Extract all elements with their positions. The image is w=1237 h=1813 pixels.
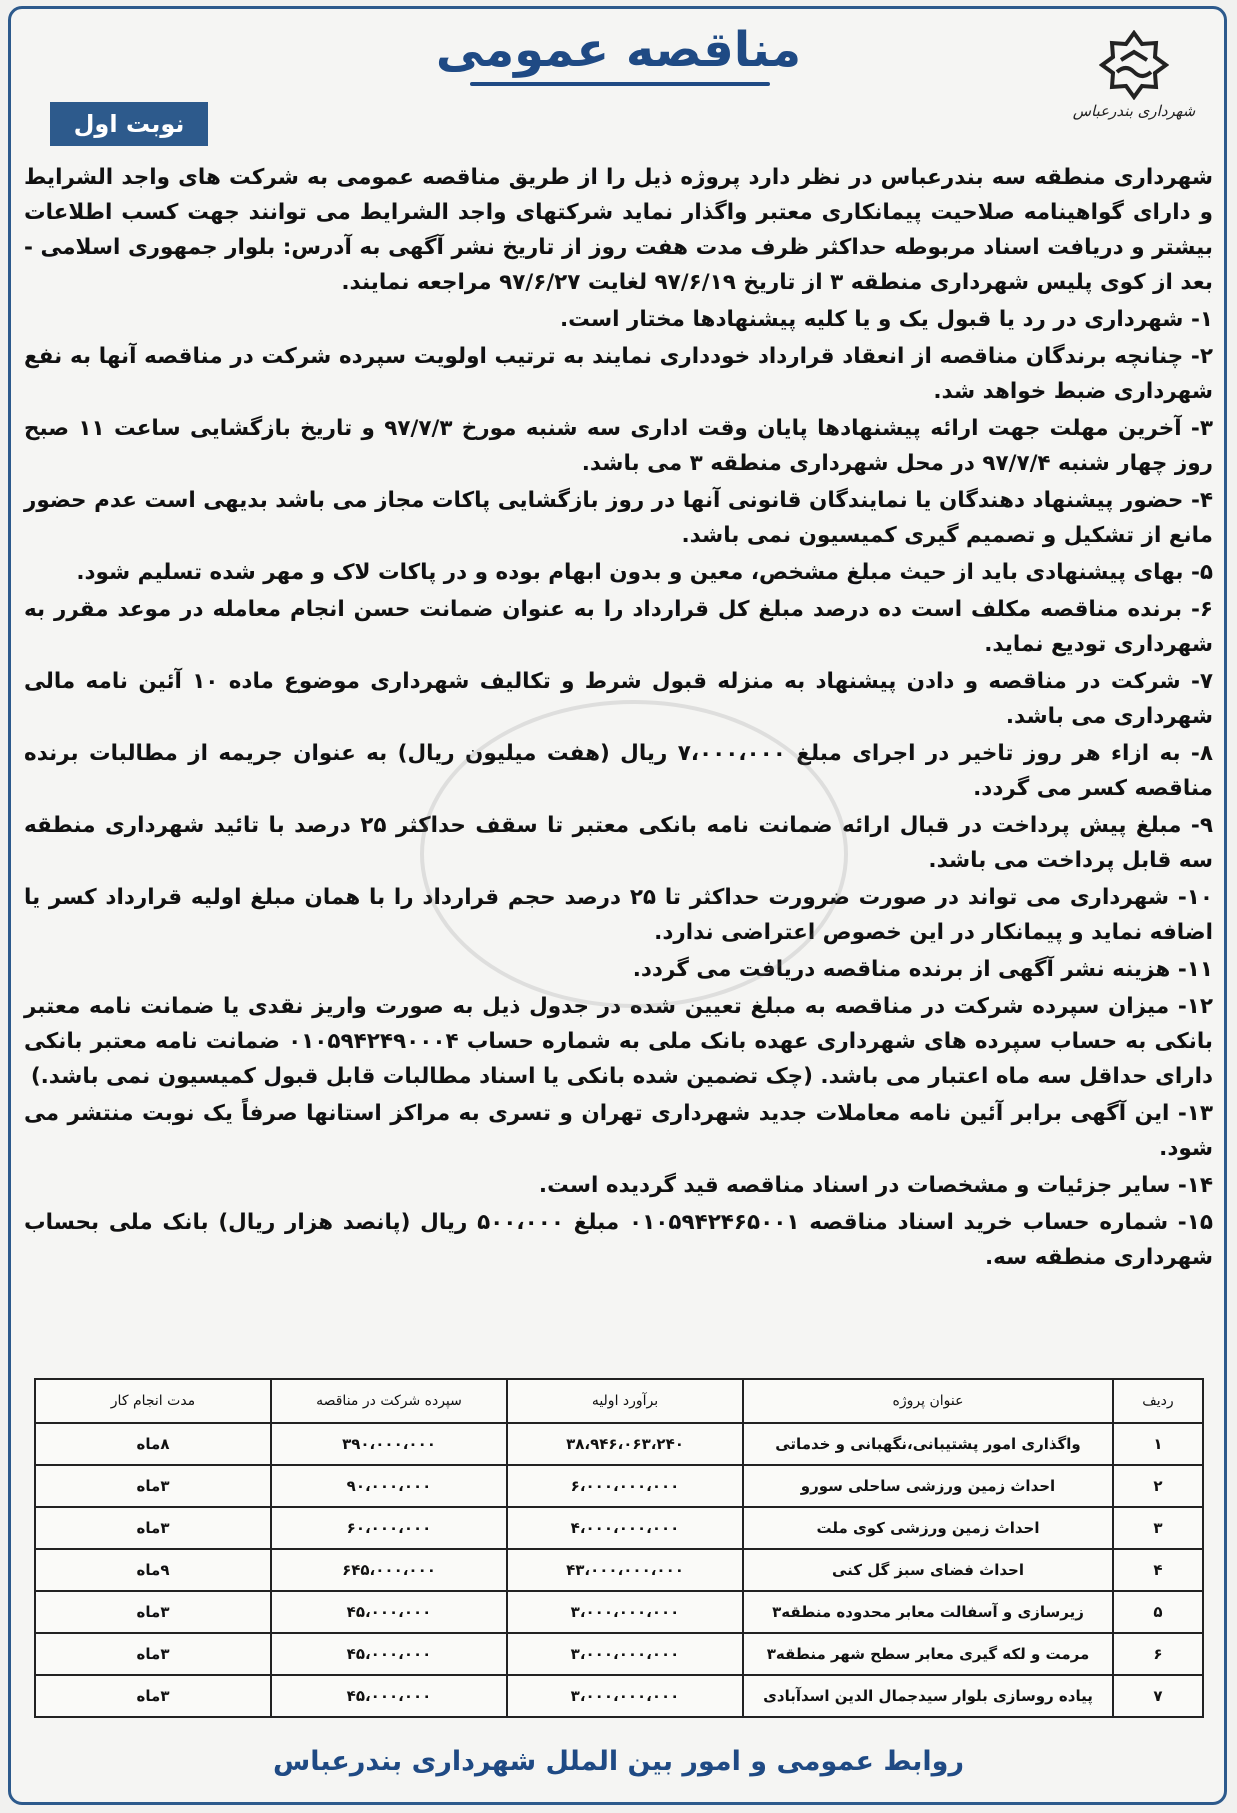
- table-row: [35, 1591, 1203, 1633]
- table-row: [35, 1423, 1203, 1465]
- cell-deposit: ۹۰،۰۰۰،۰۰۰: [271, 1465, 507, 1507]
- logo-text: شهرداری بندرعباس: [1072, 102, 1196, 120]
- col-header-duration: مدت انجام کار: [35, 1379, 271, 1423]
- cell-row-number: ۶: [1113, 1633, 1203, 1675]
- cell-project-title: احداث فضای سبز گل کنی: [743, 1549, 1113, 1591]
- cell-estimate: ۳۸،۹۴۶،۰۶۳،۲۴۰: [507, 1423, 743, 1465]
- col-header-estimate: برآورد اولیه: [507, 1379, 743, 1423]
- cell-project-title: مرمت و لکه گیری معابر سطح شهر منطقه۳: [743, 1633, 1113, 1675]
- condition-item: ۹- مبلغ پیش پرداخت در قبال ارائه ضمانت نامه بانکی معتبر تا سقف حداکثر ۲۵ درصد با تائید شهرداری منطقه سه قابل پرداخت می باشد.: [24, 813, 1213, 873]
- cell-row-number: ۴: [1113, 1549, 1203, 1591]
- condition-item: ۱۰- شهرداری می تواند در صورت ضرورت حداکثر تا ۲۵ درصد حجم قرارداد را با همان مبلغ اولیه قرارداد کسر یا اضافه نماید و پیمانکار در این خصوص اعتراضی ندارد.: [24, 885, 1213, 945]
- cell-row-number: ۵: [1113, 1591, 1203, 1633]
- cell-project-title: واگذاری امور پشتیبانی،نگهبانی و خدماتی: [743, 1423, 1113, 1465]
- cell-duration: ۳ماه: [35, 1465, 271, 1507]
- footer-signature: روابط عمومی و امور بین الملل شهرداری بندرعباس: [273, 1746, 964, 1777]
- col-header-row-number: ردیف: [1113, 1379, 1203, 1423]
- cell-deposit: ۴۵،۰۰۰،۰۰۰: [271, 1591, 507, 1633]
- cell-project-title: پیاده روسازی بلوار سیدجمال الدین اسدآبادی: [743, 1675, 1113, 1717]
- table-row: [35, 1633, 1203, 1675]
- title-underline: [470, 82, 770, 86]
- cell-duration: ۳ماه: [35, 1675, 271, 1717]
- cell-row-number: ۳: [1113, 1507, 1203, 1549]
- cell-deposit: ۳۹۰،۰۰۰،۰۰۰: [271, 1423, 507, 1465]
- cell-estimate: ۶،۰۰۰،۰۰۰،۰۰۰: [507, 1465, 743, 1507]
- cell-estimate: ۳،۰۰۰،۰۰۰،۰۰۰: [507, 1633, 743, 1675]
- cell-row-number: ۷: [1113, 1675, 1203, 1717]
- condition-item: ۵- بهای پیشنهادی باید از حیث مبلغ مشخص، معین و بدون ابهام بوده و در پاکات لاک و مهر شده تسلیم شود.: [76, 560, 1213, 585]
- cell-estimate: ۳،۰۰۰،۰۰۰،۰۰۰: [507, 1591, 743, 1633]
- cell-project-title: احداث زمین ورزشی ساحلی سورو: [743, 1465, 1113, 1507]
- cell-project-title: احداث زمین ورزشی کوی ملت: [743, 1507, 1113, 1549]
- cell-row-number: ۲: [1113, 1465, 1203, 1507]
- condition-item: ۷- شرکت در مناقصه و دادن پیشنهاد به منزله قبول شرط و تکالیف شهرداری موضوع ماده ۱۰ آئین نامه مالی شهرداری می باشد.: [24, 669, 1213, 729]
- cell-duration: ۹ماه: [35, 1549, 271, 1591]
- condition-item: ۱۱- هزینه نشر آگهی از برنده مناقصه دریافت می گردد.: [632, 957, 1213, 982]
- condition-item: ۲- چنانچه برندگان مناقصه از انعقاد قرارداد خودداری نمایند به ترتیب اولویت سپرده شرکت در مناقصه آنها به نفع شهرداری ضبط خواهد شد.: [24, 344, 1213, 404]
- condition-item: ۳- آخرین مهلت جهت ارائه پیشنهادها پایان وقت اداری سه شنبه مورخ ۹۷/۷/۳ و تاریخ بازگشایی ساعت ۱۱ صبح روز چهار شنبه ۹۷/۷/۴ در محل شهرداری منطقه ۳ می باشد.: [24, 416, 1213, 476]
- municipality-logo: [1069, 30, 1199, 140]
- condition-item: ۱۲- میزان سپرده شرکت در مناقصه به مبلغ تعیین شده در جدول ذیل به صورت واریز نقدی یا ضمانت نامه معتبر بانکی به حساب سپرده های شهرداری عهده بانک ملی به شماره حساب ۰۱۰۵۹۴۲۴۹۰۰۰۴ ضمانت نامه معتبر بانکی دارای حداقل سه ماه اعتبار می باشد. (چک تضمین شده بانکی یا اسناد مطالبات قابل قبول کمیسیون نمی باشد.): [24, 994, 1213, 1089]
- cell-deposit: ۴۵،۰۰۰،۰۰۰: [271, 1675, 507, 1717]
- condition-item: ۶- برنده مناقصه مکلف است ده درصد مبلغ کل قرارداد را به عنوان ضمانت حسن انجام معامله در موعد مقرر به شهرداری تودیع نماید.: [24, 597, 1213, 657]
- projects-table: [34, 1378, 1204, 1718]
- col-header-project-title: عنوان پروژه: [743, 1379, 1113, 1423]
- cell-row-number: ۱: [1113, 1423, 1203, 1465]
- page-title: مناقصه عمومی: [435, 22, 802, 78]
- condition-item: ۱۵- شماره حساب خرید اسناد مناقصه ۰۱۰۵۹۴۲۴۶۵۰۰۱ مبلغ ۵۰۰،۰۰۰ ریال (پانصد هزار ریال) بانک ملی بحساب شهرداری منطقه سه.: [24, 1210, 1213, 1270]
- cell-estimate: ۳،۰۰۰،۰۰۰،۰۰۰: [507, 1675, 743, 1717]
- cell-duration: ۳ماه: [35, 1507, 271, 1549]
- condition-item: ۱- شهرداری در رد یا قبول یک و یا کلیه پیشنهادها مختار است.: [560, 307, 1213, 332]
- logo-icon: [1099, 30, 1169, 100]
- cell-estimate: ۴،۰۰۰،۰۰۰،۰۰۰: [507, 1507, 743, 1549]
- table-row: [35, 1549, 1203, 1591]
- round-badge: نوبت اول: [50, 102, 208, 146]
- table-row: [35, 1465, 1203, 1507]
- cell-deposit: ۶۰،۰۰۰،۰۰۰: [271, 1507, 507, 1549]
- cell-deposit: ۴۵،۰۰۰،۰۰۰: [271, 1633, 507, 1675]
- cell-estimate: ۴۳،۰۰۰،۰۰۰،۰۰۰: [507, 1549, 743, 1591]
- cell-deposit: ۶۴۵،۰۰۰،۰۰۰: [271, 1549, 507, 1591]
- condition-item: ۱۴- سایر جزئیات و مشخصات در اسناد مناقصه قید گردیده است.: [538, 1173, 1213, 1198]
- table-row: [35, 1675, 1203, 1717]
- condition-item: ۴- حضور پیشنهاد دهندگان یا نمایندگان قانونی آنها در روز بازگشایی پاکات مجاز می باشد بدیهی است عدم حضور مانع از تشکیل و تصمیم گیری کمیسیون نمی باشد.: [24, 488, 1213, 548]
- cell-duration: ۳ماه: [35, 1591, 271, 1633]
- col-header-deposit: سپرده شرکت در مناقصه: [271, 1379, 507, 1423]
- condition-item: ۸- به ازاء هر روز تاخیر در اجرای مبلغ ۷،۰۰۰،۰۰۰ ریال (هفت میلیون ریال) به عنوان جریمه از مطالبات برنده مناقصه کسر می گردد.: [24, 741, 1213, 801]
- cell-duration: ۳ماه: [35, 1633, 271, 1675]
- condition-item: ۱۳- این آگهی برابر آئین نامه معاملات جدید شهرداری تهران و تسری به مراکز استانها صرفاً یک نوبت منتشر می شود.: [24, 1101, 1213, 1161]
- table-header-row: [35, 1379, 1203, 1423]
- cell-duration: ۸ماه: [35, 1423, 271, 1465]
- cell-project-title: زیرسازی و آسفالت معابر محدوده منطقه۳: [743, 1591, 1113, 1633]
- notice-body: [24, 160, 1213, 1277]
- table-row: [35, 1507, 1203, 1549]
- intro-paragraph: شهرداری منطقه سه بندرعباس در نظر دارد پروژه ذیل را از طریق مناقصه عمومی به شرکت های واجد الشرایط و دارای گواهینامه صلاحیت پیمانکاری معتبر واگذار نماید شرکتهای واجد الشرایط می توانند جهت کسب اطلاعات بیشتر و دریافت اسناد مربوطه حداکثر ظرف مدت هفت روز از تاریخ نشر آگهی به آدرس: بلوار جمهوری اسلامی - بعد از کوی پلیس شهرداری منطقه ۳ از تاریخ ۹۷/۶/۱۹ لغایت ۹۷/۶/۲۷ مراجعه نمایند.: [24, 165, 1213, 295]
